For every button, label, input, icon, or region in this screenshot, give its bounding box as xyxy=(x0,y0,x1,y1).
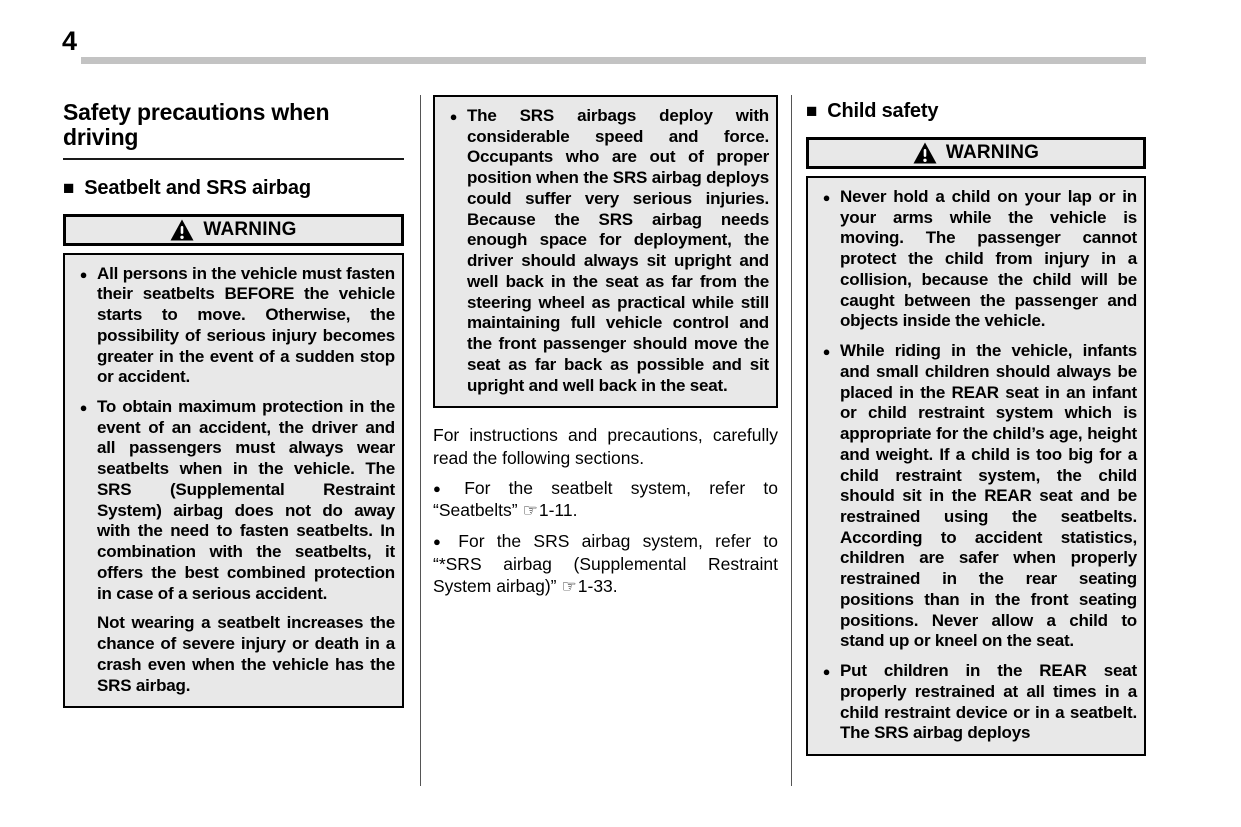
reference-page: 1-33. xyxy=(577,575,618,596)
top-rule xyxy=(81,57,1146,64)
warning-box xyxy=(806,176,1146,756)
warning-header xyxy=(63,214,404,246)
left-column xyxy=(63,100,404,708)
warning-box xyxy=(63,253,404,709)
warning-item xyxy=(70,264,395,388)
warning-label: WARNING xyxy=(203,218,297,240)
warning-text: All persons in the vehicle must fasten their seatbelts BEFORE the vehicle starts to move. Otherwise, the possibility of serious injury becomes greater in the event of a sudden stop or accident. xyxy=(97,263,395,387)
warning-item xyxy=(70,397,395,604)
square-marker-icon: ■ xyxy=(63,177,75,199)
warning-text: Never hold a child on your lap or in your arms while the vehicle is moving. The passenger cannot protect the child from injury in a collision, because the child will be caught between the passenger and objects inside the vehicle. xyxy=(840,187,1137,331)
square-marker-icon: ■ xyxy=(806,101,818,122)
pointing-hand-icon: ☞ xyxy=(522,501,538,521)
page-number: 4 xyxy=(62,26,78,56)
bullet-icon: ● xyxy=(79,400,88,415)
section-heading-seatbelt xyxy=(63,177,404,200)
warning-item xyxy=(440,106,769,396)
warning-item xyxy=(813,341,1137,652)
warning-paragraph: Not wearing a seatbelt increases the chance of severe injury or death in a crash even when the vehicle has the SRS airbag. xyxy=(97,613,395,695)
bullet-icon: ● xyxy=(433,534,449,550)
warning-text: To obtain maximum protection in the event of an accident, the driver and all passengers must always wear seatbelts when in the vehicle. The SRS (Supplemental Restraint System) airbag does not do away with the need to fasten seatbelts. In combination with the seatbelts, it offers the best combined protection in case of a serious accident. xyxy=(97,397,395,603)
warning-triangle-icon xyxy=(170,219,194,241)
bullet-icon: ● xyxy=(822,344,831,360)
column-separator xyxy=(420,95,421,786)
warning-item xyxy=(813,187,1137,332)
reference-text: For the SRS airbag system, refer to “*SRS airbag (Supplemental Restraint System airbag)” xyxy=(433,531,778,596)
page-title: Safety precautions when driving xyxy=(63,100,404,160)
warning-box-continued xyxy=(433,95,778,408)
reference-line xyxy=(433,477,778,522)
warning-text: Put children in the REAR seat properly restrained at all times in a child restraint device or in a seatbelt. The SRS airbag deploys xyxy=(840,661,1137,743)
warning-text: The SRS airbags deploy with considerable speed and force. Occupants who are out of proper position when the SRS airbag deploys could suffer very serious injuries. Because the SRS airbag needs enough space for deployment, the driver should always sit upright and well back in the seat as far from the steering wheel as practical while still maintaining full vehicle control and the front passenger should move the seat as far back as possible and sit upright and well back in the seat. xyxy=(467,106,769,395)
bullet-icon: ● xyxy=(822,664,831,680)
bullet-icon: ● xyxy=(433,481,455,497)
reference-text: For the seatbelt system, refer to “Seatbelts” xyxy=(433,478,778,521)
reference-line xyxy=(433,530,778,598)
section-heading-label: Child safety xyxy=(827,100,939,122)
warning-triangle-icon xyxy=(913,142,937,164)
warning-header xyxy=(806,137,1146,169)
bullet-icon: ● xyxy=(822,190,831,205)
bullet-icon: ● xyxy=(449,109,458,124)
reference-page: 1-11. xyxy=(538,500,578,521)
middle-column xyxy=(433,95,778,598)
section-heading-child-safety xyxy=(806,100,1146,123)
warning-label: WARNING xyxy=(945,142,1040,163)
column-separator xyxy=(791,95,792,786)
warning-text: While riding in the vehicle, infants and small children should always be placed in the REAR seat in an infant or child restraint system which is appropriate for the child’s age, height and weight. If a child is too big for a child restraint system, the child should sit in the REAR seat and be restrained using the seatbelts. According to accident statistics, children are safer when properly restrained in the rear seating positions than in the front seating positions. Never allow a child to stand up or kneel on the seat. xyxy=(840,341,1137,651)
bullet-icon: ● xyxy=(79,266,88,282)
warning-item xyxy=(813,661,1137,744)
intro-text: For instructions and precautions, carefully read the following sections. xyxy=(433,425,778,468)
right-column xyxy=(806,100,1146,756)
pointing-hand-icon: ☞ xyxy=(561,576,577,596)
section-heading-label: Seatbelt and SRS airbag xyxy=(84,176,311,199)
